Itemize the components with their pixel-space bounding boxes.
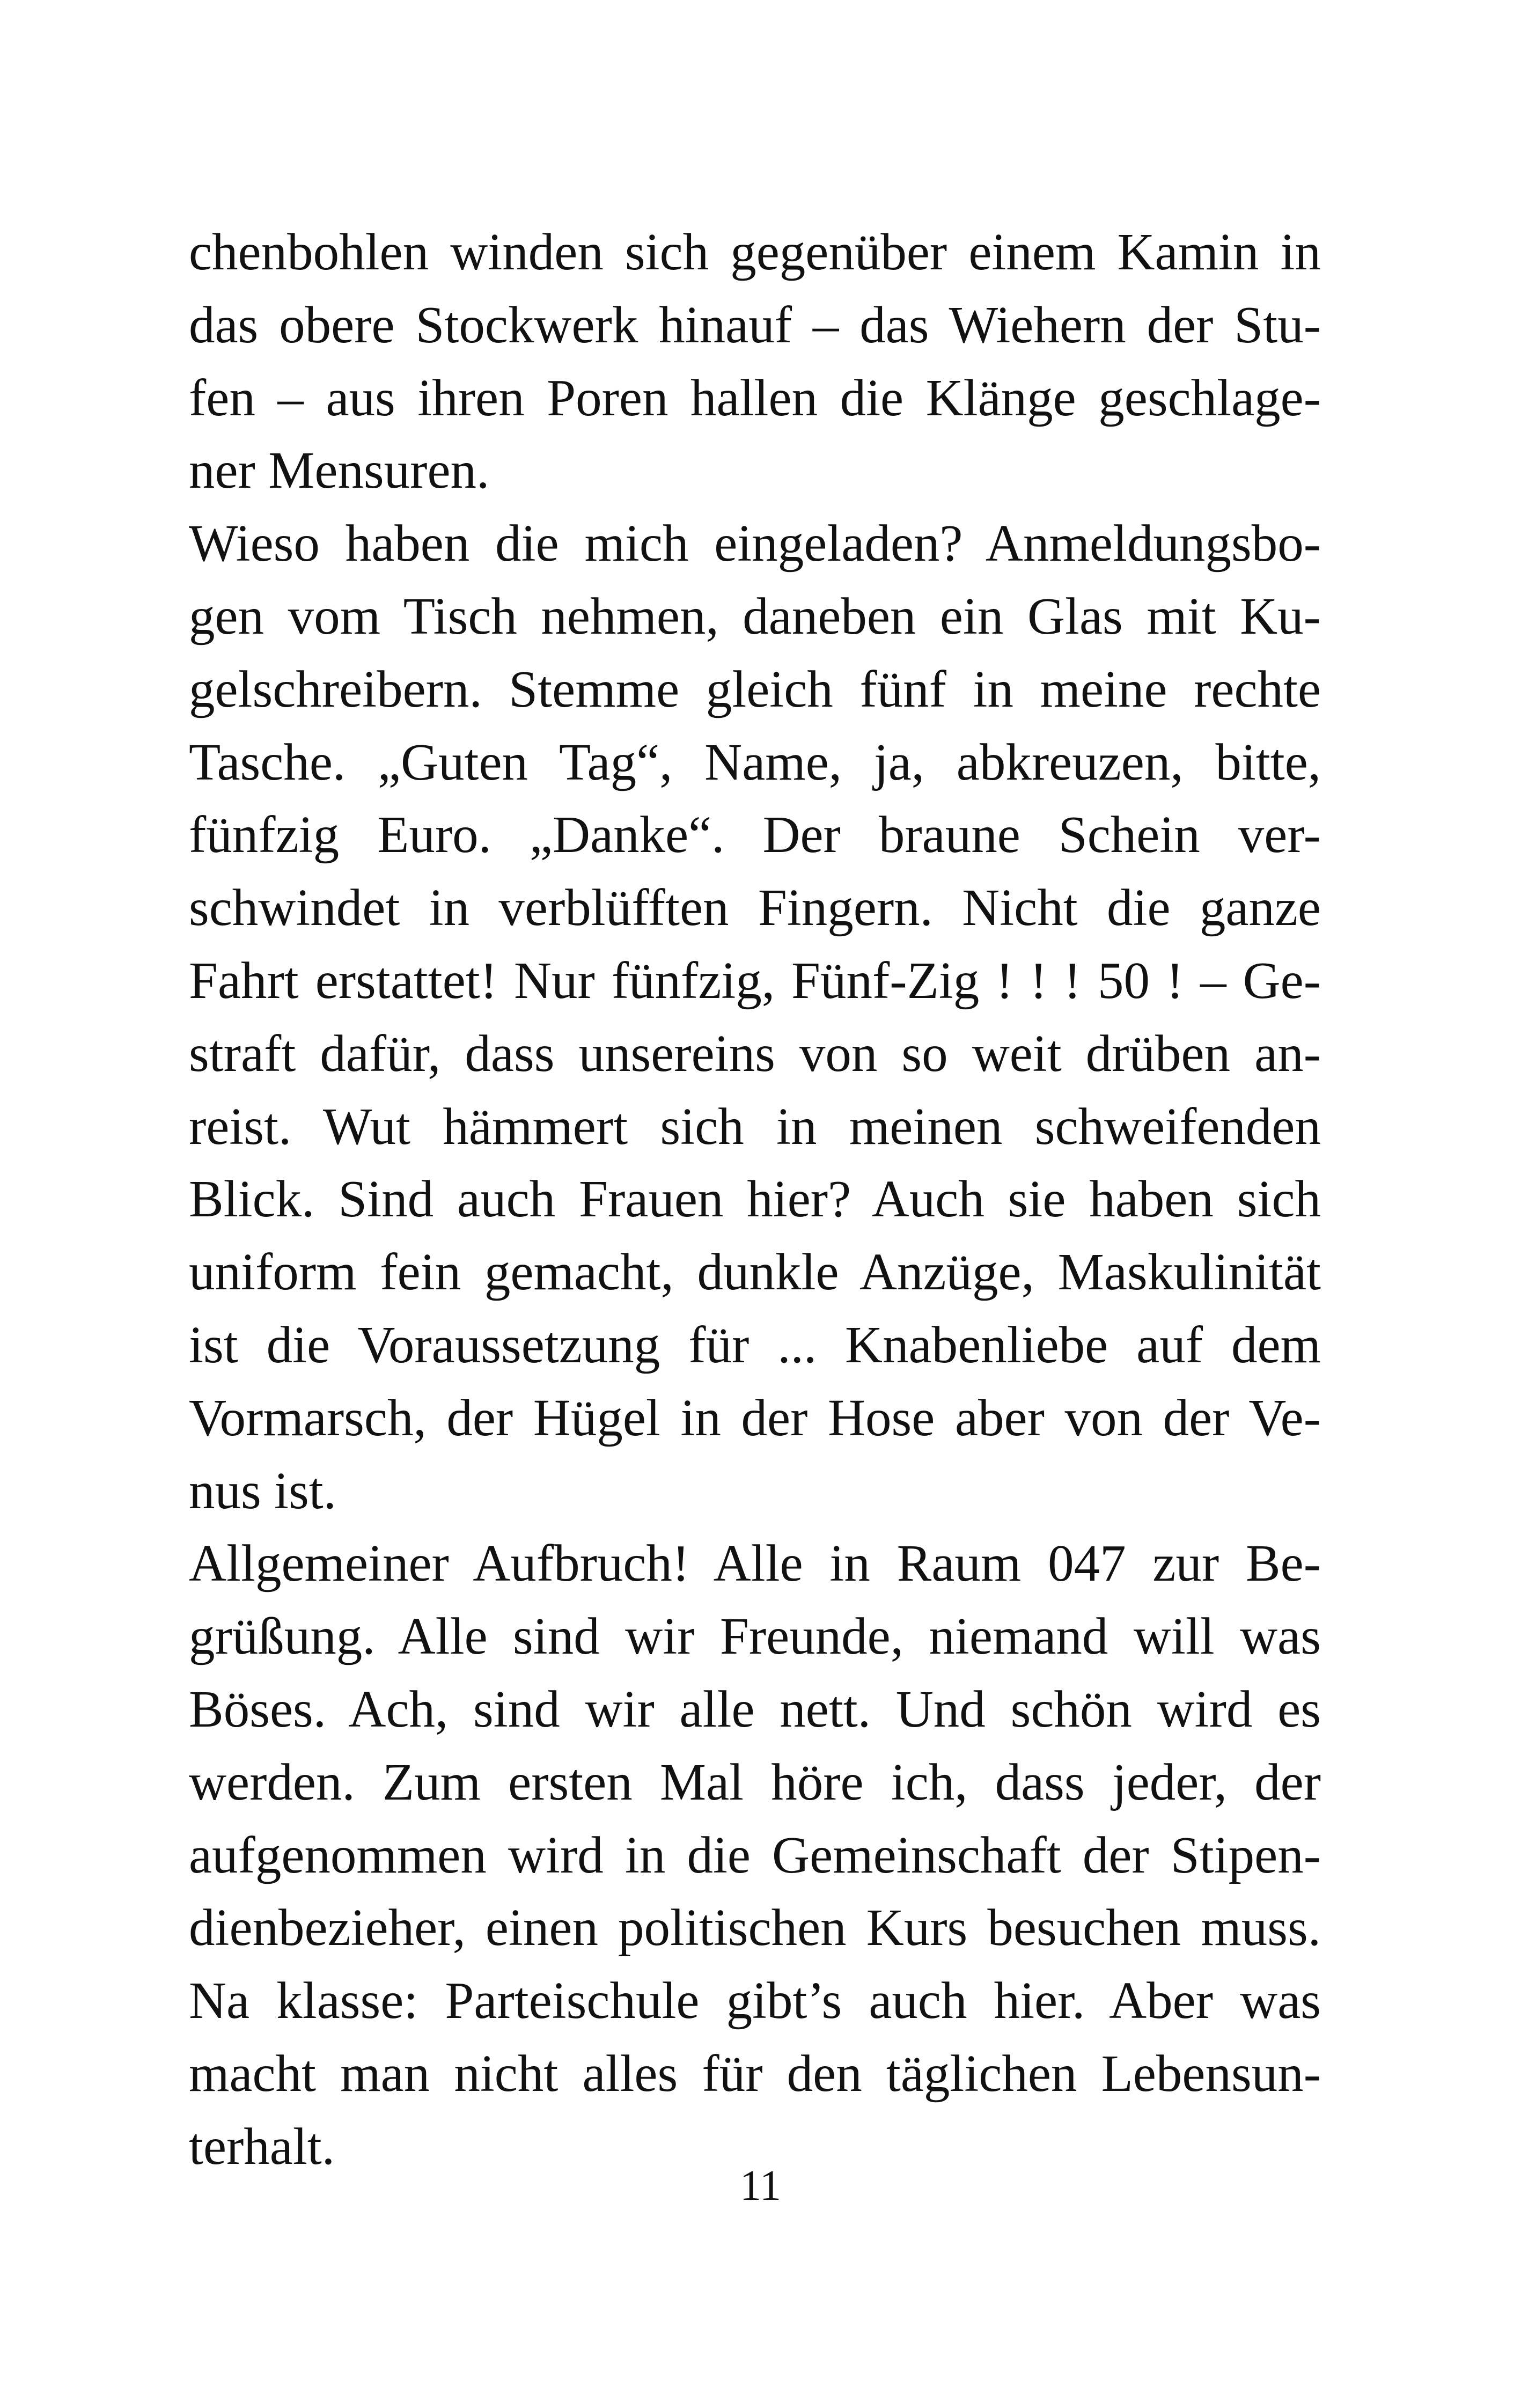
body-text: [189, 216, 1321, 2183]
text-line: gen vom Tisch nehmen, daneben ein Glas mit Ku-: [189, 587, 1321, 645]
text-line: aufgenommen wird in die Gemeinschaft der Stipen-: [189, 1826, 1321, 1884]
text-line: grüßung. Alle sind wir Freunde, niemand will was: [189, 1607, 1321, 1665]
text-line: werden. Zum ersten Mal höre ich, dass jeder, der: [189, 1753, 1321, 1811]
text-line: schwindet in verblüfften Fingern. Nicht die ganze: [189, 879, 1321, 937]
text-line: chenbohlen winden sich gegenüber einem Kamin in: [189, 223, 1321, 281]
text-line: ist die Voraussetzung für ... Knabenliebe auf dem: [189, 1316, 1321, 1374]
text-line: Allgemeiner Aufbruch! Alle in Raum 047 zur Be-: [189, 1535, 1321, 1592]
text-line: gelschreibern. Stemme gleich fünf in meine rechte: [189, 660, 1321, 718]
text-line: nus ist.: [189, 1462, 336, 1519]
text-line: Tasche. „Guten Tag“, Name, ja, abkreuzen, bitte,: [189, 733, 1321, 791]
text-line: terhalt.: [189, 2117, 335, 2175]
page-number: 11: [739, 2162, 782, 2209]
text-line: Vormarsch, der Hügel in der Hose aber von der Ve-: [189, 1389, 1321, 1447]
text-line: das obere Stockwerk hinauf – das Wiehern der Stu-: [189, 296, 1321, 354]
text-line: Na klasse: Parteischule gibt’s auch hier. Aber was: [189, 1972, 1321, 2030]
text-line: Wieso haben die mich eingeladen? Anmeldungsbo-: [189, 515, 1321, 572]
text-line: fünfzig Euro. „Danke“. Der braune Schein ver-: [189, 806, 1321, 864]
text-line: Blick. Sind auch Frauen hier? Auch sie haben sich: [189, 1170, 1321, 1228]
text-line: Fahrt erstattet! Nur fünfzig, Fünf-Zig ! ! ! 50 ! – Ge-: [189, 951, 1321, 1009]
text-line: reist. Wut hämmert sich in meinen schweifenden: [189, 1097, 1321, 1155]
text-line: fen – aus ihren Poren hallen die Klänge geschlage-: [189, 369, 1321, 427]
text-line: ner Mensuren.: [189, 442, 490, 500]
text-line: macht man nicht alles für den täglichen Lebensun-: [189, 2044, 1321, 2102]
text-line: Böses. Ach, sind wir alle nett. Und schön wird es: [189, 1680, 1321, 1738]
text-line: dienbezieher, einen politischen Kurs besuchen muss.: [189, 1899, 1321, 1957]
text-line: uniform fein gemacht, dunkle Anzüge, Maskulinität: [189, 1243, 1321, 1301]
text-line: straft dafür, dass unsereins von so weit drüben an-: [189, 1024, 1321, 1082]
